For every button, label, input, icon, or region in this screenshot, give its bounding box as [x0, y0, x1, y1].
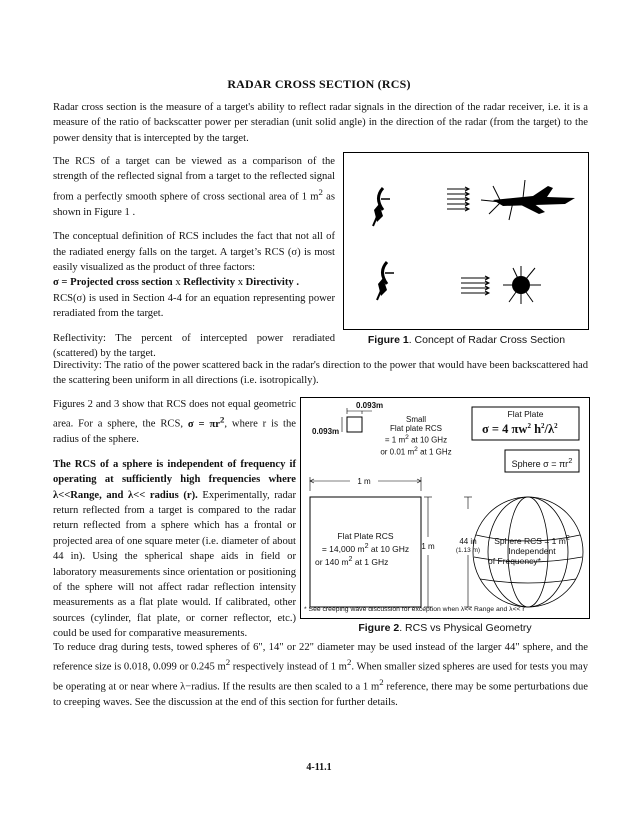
figure1-caption: Figure 1. Concept of Radar Cross Section	[367, 334, 566, 346]
sphere-target-icon	[503, 266, 541, 304]
figure2-caption: Figure 2. RCS vs Physical Geometry	[358, 622, 532, 634]
sphere-rcs-column	[53, 397, 296, 642]
rcs-explanation-column	[53, 154, 335, 361]
small-flat-plate	[347, 417, 362, 432]
sphere-rcs-label: Sphere RCS = 1 $m^2$ Independent of Frequency*	[488, 534, 570, 566]
directivity-paragraph: Directivity: The ratio of the power scattered back in the radar's direction to the power that would have been backscattered had the scattering been uniform in all directions (i.e. isotropically).	[53, 360, 588, 387]
radar-antenna-icon-bottom	[377, 262, 394, 300]
large-plate-height-label: 1 m	[421, 542, 435, 551]
towed-spheres-paragraph: To reduce drag during tests, towed spheres of 6", 14" or 22" diameter may be used instead of the larger 44" sphere, and the reference size is 0.018, 0.099 or 0.245 $m^2$ respectively instead of 1 $m^2$. When smaller sized spheres are used for tests you may be operating at or near where λ−radius. If the results are then scaled to a 1 $m^2$ reference, there may be some perturbations due to creeping waves. See the discussion at the end of this section for further details.	[53, 642, 589, 709]
page-number: 4-11.1	[306, 762, 332, 773]
wavefront-arrows-top	[447, 187, 469, 211]
large-plate-rcs-label: Flat Plate RCS = 14,000 $m^2$ at 10 GHz or 140 $m^2$ at 1 GHz	[315, 531, 410, 567]
radar-antenna-icon-top	[373, 188, 390, 226]
intro-paragraph: Radar cross section is the measure of a target's ability to reflect radar signals in the direction of the radar receiver, i.e. it is a measure of the ratio of backscatter power per steradian (unit solid angle) in the direction of the radar (from the target) to the power density that is intercepted by the target.	[53, 102, 588, 144]
rcs-definition-paragraph: The conceptual definition of RCS includes the fact that not all of the radiated energy falls on the target. A target’s RCS (σ) is most easily visualized as the product of three factors: σ = Projected cross section x Reflectivity x Directivity . RCS(σ) is used in Section 4-4 for an equation representing power reradiated from the target.	[53, 231, 335, 320]
aircraft-target-icon	[481, 180, 575, 220]
flat-plate-formula: σ = 4 $\pi w^2$ $h^2/\lambda^2$	[482, 422, 558, 437]
reflectivity-paragraph: Reflectivity: The percent of intercepted power reradiated (scattered) by the target.	[53, 332, 335, 359]
figure1-diagram	[343, 152, 589, 330]
sphere-formula: Sphere $\sigma = \pi r^2$	[511, 456, 573, 469]
sphere-diameter-label: 44 in (1.13 m)	[455, 537, 481, 554]
wavefront-arrows-bottom	[461, 276, 489, 295]
figure2-diagram	[300, 397, 590, 619]
page-title: RADAR CROSS SECTION (RCS)	[227, 77, 411, 91]
small-plate-height-label: 0.093m	[312, 427, 340, 436]
flat-plate-title: Flat Plate	[507, 409, 544, 419]
small-plate-width-label: 0.093m	[356, 401, 384, 410]
small-plate-rcs-label: Small Flat plate RCS = 1 $m^2$ at 10 GHz or 0.01 $m^2$ at 1 GHz	[380, 415, 452, 457]
sphere-frequency-paragraph: The RCS of a sphere is independent of frequency if operating at sufficiently high frequencies where λ<<Range, and λ<< radius (r). Experimentally, radar return reflected from a target is compared to the radar return reflected from a sphere which has a frontal or projected area of one square meter (i.e. diameter of about 44 in). Using the spherical shape aids in field or laboratory measurements since orientation or positioning of the sphere will not affect radar reflection intensity measurements as a flat plate would. If calibrated, other sources (cylinder, flat plate, or corner reflector, etc.) could be used for comparative measurements.	[53, 458, 297, 640]
rcs-comparison-paragraph: The RCS of a target can be viewed as a comparison of the strength of the reflected signal from a target to the reflected signal from a perfectly smooth sphere of cross sectional area of 1 $m^2$ as shown in Figure 1 .	[53, 156, 335, 218]
figure2-footnote: * See creeping wave discussion for exception when λ<< Range and λ<< r	[304, 606, 525, 613]
large-plate-width-label: 1 m	[357, 477, 371, 486]
sphere-area-paragraph: Figures 2 and 3 show that RCS does not equal geometric area. For a sphere, the RCS, $\sigma = \pi r^2$, where r is the radius of the sphere.	[53, 399, 296, 446]
rcs-equation: σ = Projected cross section x Reflectivity x Directivity .	[53, 277, 299, 289]
